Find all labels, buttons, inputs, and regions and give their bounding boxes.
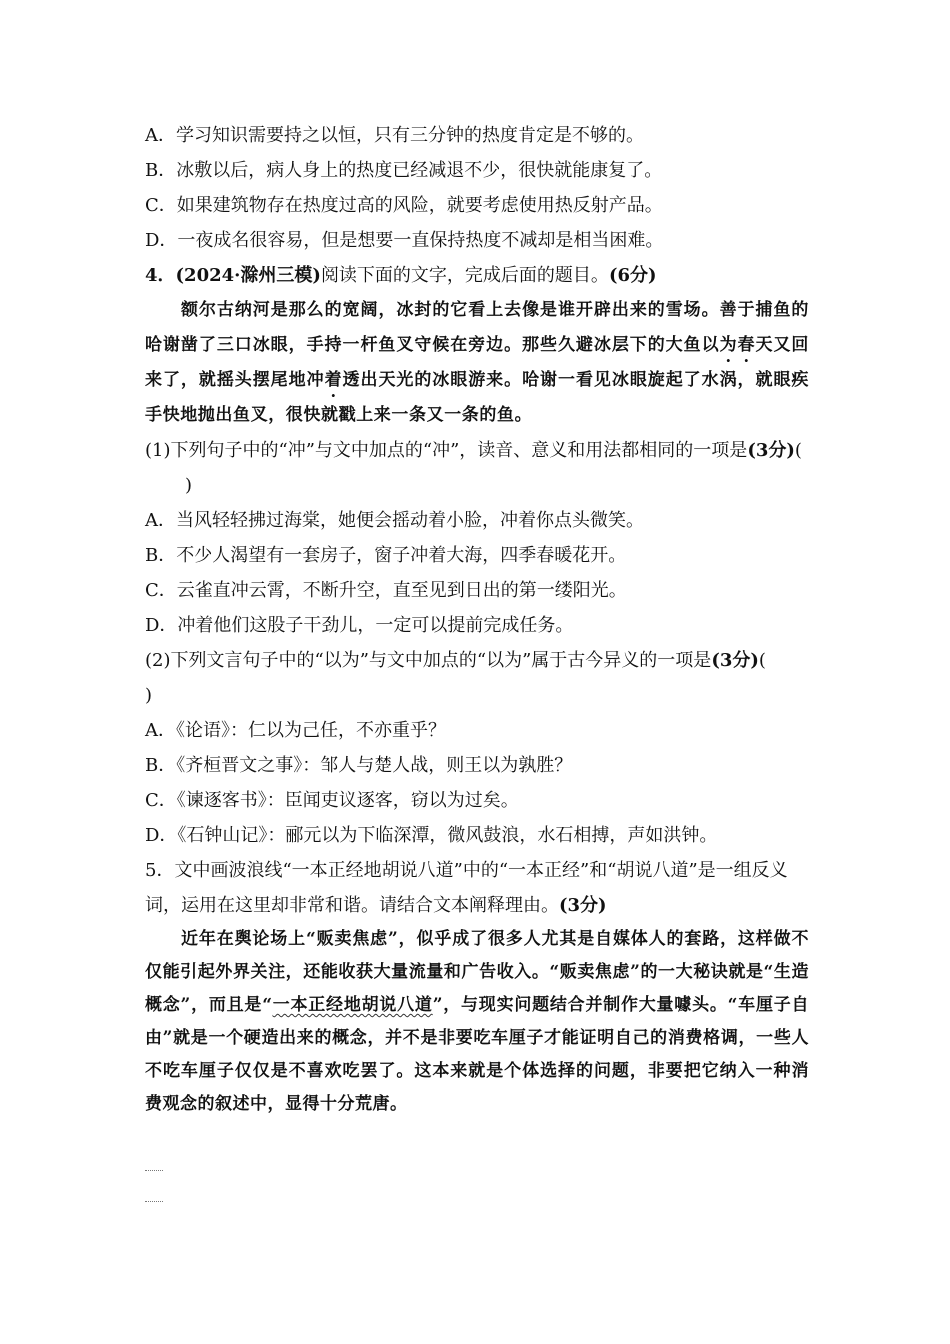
q3-option-b: B．冰敷以后，病人身上的热度已经减退不少，很快就能康复了。 — [145, 160, 663, 181]
q4-2-option-b: B．《齐桓晋文之事》：邹人与楚人战，则王以为孰胜？ — [145, 755, 573, 776]
q4-1-score: (3分) — [747, 440, 795, 461]
q4-2-answer-open: ( — [758, 650, 766, 671]
q4-instruction: 阅读下面的文字，完成后面的题目。 — [320, 265, 609, 286]
q4-2-score: (3分) — [711, 650, 759, 671]
q4-passage — [145, 293, 809, 433]
exam-page — [145, 118, 809, 1121]
q5-stem-text: 5．文中画波浪线“一本正经地胡说八道”中的“一本正经”和“胡说八道”是一组反义词，运用在这里却非常和谐。请结合文本阐释理由。 — [145, 860, 788, 916]
dotted-separator-2 — [145, 1201, 163, 1202]
wavy-underlined-phrase: 一本正经地胡说八道 — [272, 995, 433, 1015]
q4-2-stem — [145, 643, 809, 713]
q4-number: 4． — [145, 265, 176, 286]
q4-1-answer-open: ( — [794, 440, 802, 461]
q4-2-option-c: C．《谏逐客书》：臣闻吏议逐客，窃以为过矣。 — [145, 790, 519, 811]
q4-passage-text-3: 着透出天光的冰眼游来。哈谢一看见冰眼旋起了水涡，就眼疾手快地抛出鱼叉，很快就戳上来一条又一条的鱼。 — [145, 370, 810, 425]
dotted-char-yi: 以 — [701, 335, 720, 355]
q4-2-answer-close: ) — [145, 685, 153, 706]
q5-passage — [145, 923, 809, 1121]
q4-header — [145, 258, 809, 293]
q4-1-answer-close: ) — [185, 475, 193, 496]
q4-2-option-a: A．《论语》：仁以为己任，不亦重乎？ — [145, 720, 446, 741]
dotted-char-chong: 冲 — [306, 370, 325, 390]
dotted-char-wei: 为 — [719, 335, 738, 355]
dotted-separator-1 — [145, 1170, 163, 1171]
q4-1-option-a: A．当风轻轻拂过海棠，她便会摇动着小脸，冲着你点头微笑。 — [145, 510, 644, 531]
q4-passage-text-2: 春天又回来了，就摇头摆尾地 — [145, 335, 809, 390]
q4-2-option-d: D．《石钟山记》：郦元以为下临深潭，微风鼓浪，水石相搏，声如洪钟。 — [145, 825, 718, 846]
q4-passage-text-1: 额尔古纳河是那么的宽阔，冰封的它看上去像是谁开辟出来的雪场。善于捕鱼的哈谢凿了三口冰眼，手持一杆鱼叉守候在旁边。那些久避冰层下的大鱼 — [145, 300, 809, 355]
q4-1-option-c: C．云雀直冲云霄，不断升空，直至见到日出的第一缕阳光。 — [145, 580, 627, 601]
q5-stem — [145, 853, 809, 923]
q4-1-stem — [145, 433, 809, 503]
q4-1-option-b: B．不少人渴望有一套房子，窗子冲着大海，四季春暖花开。 — [145, 545, 627, 566]
q3-option-a: A．学习知识需要持之以恒，只有三分钟的热度肯定是不够的。 — [145, 125, 644, 146]
q4-score: (6分) — [608, 265, 657, 286]
q5-score: (3分) — [559, 895, 607, 916]
q4-2-stem-text: (2)下列文言句子中的“以为”与文中加点的“以为”属于古今异义的一项是 — [145, 650, 712, 671]
q4-1-stem-text: (1)下列句子中的“冲”与文中加点的“冲”，读音、意义和用法都相同的一项是 — [145, 440, 748, 461]
q3-option-c: C．如果建筑物存在热度过高的风险，就要考虑使用热反射产品。 — [145, 195, 663, 216]
q5-passage-text-1: 近年在舆论场上“贩卖焦虑”，似乎成了很多人尤其是自媒体人的套路，这样做不仅能引起外界关注，还能收获大量流量和广告收入。“贩卖焦虑”的一大秘诀就是“生造概念”，而且是“ — [145, 929, 809, 1015]
q3-option-d: D．一夜成名很容易，但是想要一直保持热度不减却是相当困难。 — [145, 230, 664, 251]
q4-1-option-d: D．冲着他们这股子干劲儿，一定可以提前完成任务。 — [145, 615, 574, 636]
q5-passage-text-2: ”，与现实问题结合并制作大量噱头。“车厘子自由”就是一个硬造出来的概念，并不是非要吃车厘子才能证明自己的消费格调，一些人不吃车厘子仅仅是不喜欢吃罢了。这本来就是个体选择的问题，非要把它纳入一种消费观念的叙述中，显得十分荒唐。 — [145, 995, 809, 1114]
q4-source: (2024·滁州三模) — [175, 265, 321, 286]
